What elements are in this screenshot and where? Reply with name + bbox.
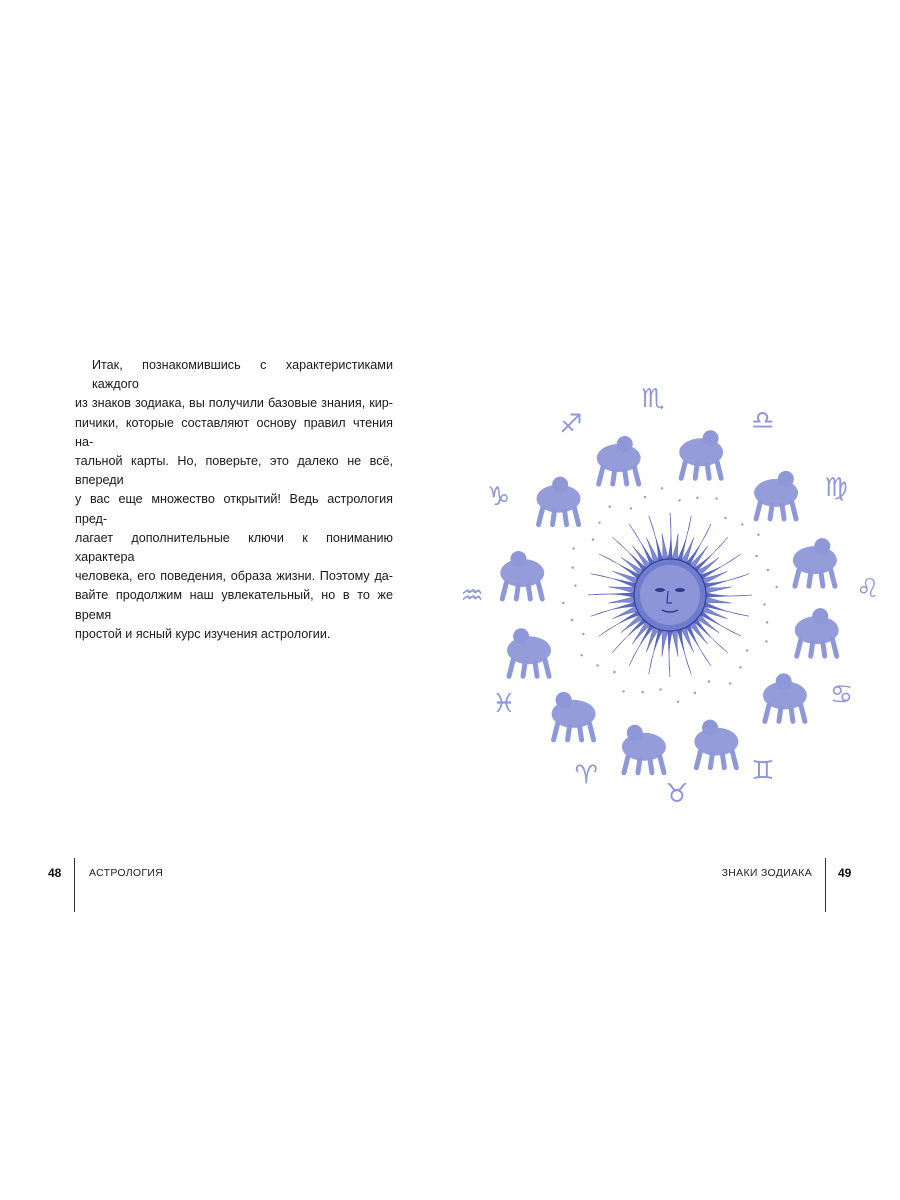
zodiac-wheel-illustration — [460, 380, 885, 809]
sparkle — [644, 496, 646, 498]
sparkle — [729, 682, 731, 684]
sun-ray — [668, 513, 672, 559]
sun-ray — [612, 619, 646, 653]
right-page-number: 49 — [838, 866, 852, 880]
zodiac-figure — [507, 628, 551, 676]
sparkle — [765, 640, 767, 642]
sparkle — [757, 534, 759, 536]
right-footer-divider — [825, 858, 826, 912]
sparkle — [659, 688, 661, 690]
sparkle — [572, 547, 574, 549]
zodiac-glyph-icon: ♓ — [492, 688, 516, 719]
sparkle — [609, 505, 611, 507]
zodiac-glyph-icon: ♏ — [641, 383, 665, 414]
sparkle — [677, 701, 679, 703]
sparkle — [574, 584, 576, 586]
sparkle — [596, 664, 598, 666]
sun-ray — [588, 593, 634, 597]
zodiac-glyph-icon: ♒ — [460, 581, 484, 611]
sun-ray — [672, 534, 678, 560]
sun-ray — [649, 516, 663, 561]
sun-ray — [677, 629, 691, 674]
sun-ray — [609, 587, 635, 593]
zodiac-glyph-icon: ♉ — [665, 778, 689, 809]
sparkle — [696, 497, 698, 499]
sparkle — [766, 621, 768, 623]
sparkle — [641, 691, 643, 693]
zodiac-figure — [793, 538, 837, 586]
sparkle — [582, 633, 584, 635]
sun-ray — [705, 587, 731, 593]
paragraph-line: из знаков зодиака, вы получили базовые знания, кир- — [75, 396, 393, 411]
left-footer-divider — [74, 858, 75, 912]
sparkle — [776, 586, 778, 588]
sparkle — [622, 690, 624, 692]
sun-icon — [588, 513, 752, 677]
right-running-title: ЗНАКИ ЗОДИАКА — [721, 867, 812, 879]
sun-eye — [675, 588, 685, 592]
zodiac-figure — [679, 430, 723, 478]
sparkle — [763, 603, 765, 605]
zodiac-glyph-icon: ♐ — [559, 409, 583, 440]
sparkle — [724, 517, 726, 519]
paragraph-line: Итак, познакомившись с характеристиками каждого — [92, 358, 393, 392]
paragraph-line: вайте продолжим наш увлекательный, но в то же время — [75, 588, 393, 622]
sparkle — [562, 602, 564, 604]
paragraph-line: простой и ясный курс изучения астрологии. — [75, 626, 331, 641]
sun-ray — [704, 574, 749, 588]
sparkle — [741, 523, 743, 525]
zodiac-figure — [622, 725, 666, 773]
zodiac-figure — [754, 471, 798, 519]
sun-ray — [668, 631, 672, 677]
sun-ray — [672, 630, 678, 656]
sparkle — [715, 497, 717, 499]
sun-ray — [694, 619, 728, 653]
zodiac-figure — [763, 673, 807, 721]
zodiac-glyph-icon: ♈ — [574, 760, 598, 791]
sun-ray — [612, 537, 646, 571]
sparkle — [661, 487, 663, 489]
left-running-title: АСТРОЛОГИЯ — [89, 867, 164, 879]
sparkle — [598, 521, 600, 523]
sparkle — [592, 538, 594, 540]
zodiac-figure — [537, 477, 581, 525]
sun-ray — [694, 537, 728, 571]
sparkle — [746, 649, 748, 651]
paragraph-line: лагает дополнительные ключи к пониманию характера — [75, 530, 393, 565]
sparkle — [613, 671, 615, 673]
zodiac-figure — [500, 551, 544, 599]
sparkle — [739, 666, 741, 668]
sparkle — [708, 680, 710, 682]
paragraph-line: человека, его поведения, образа жизни. Поэтому да- — [75, 569, 393, 584]
zodiac-glyph-icon: ♋ — [829, 680, 854, 710]
zodiac-glyph-icon: ♎ — [751, 406, 775, 437]
zodiac-figure — [694, 720, 738, 768]
sun-eye — [655, 588, 665, 592]
sun-ray — [662, 630, 668, 656]
sun-face-inner — [640, 565, 700, 625]
sparkle — [571, 619, 573, 621]
body-paragraph — [75, 356, 393, 644]
sparkle — [694, 692, 696, 694]
zodiac-glyph-icon: ♍ — [824, 473, 848, 504]
zodiac-figure — [552, 692, 596, 740]
paragraph-line: тальной карты. Но, поверьте, это далеко не всё, впереди — [75, 454, 393, 488]
paragraph-line: у вас еще множество открытий! Ведь астрология пред- — [75, 492, 393, 526]
zodiac-figure — [795, 608, 839, 656]
sparkle — [630, 507, 632, 509]
left-page-number: 48 — [48, 866, 62, 880]
sparkle — [572, 566, 574, 568]
sun-ray — [706, 593, 752, 597]
zodiac-glyph-icon: ♊ — [751, 755, 775, 786]
sparkle — [755, 555, 757, 557]
paragraph-line: пичики, которые составляют основу правил чтения на- — [75, 415, 393, 449]
sparkle — [678, 499, 680, 501]
sun-ray — [705, 597, 731, 603]
zodiac-glyph-icon: ♌ — [856, 574, 880, 605]
sun-ray — [591, 602, 636, 616]
zodiac-glyph-icon: ♑ — [486, 482, 511, 512]
sun-ray — [662, 534, 668, 560]
sun-ray — [609, 597, 635, 603]
sparkle — [767, 569, 769, 571]
sparkle — [580, 654, 582, 656]
zodiac-figure — [597, 436, 641, 484]
